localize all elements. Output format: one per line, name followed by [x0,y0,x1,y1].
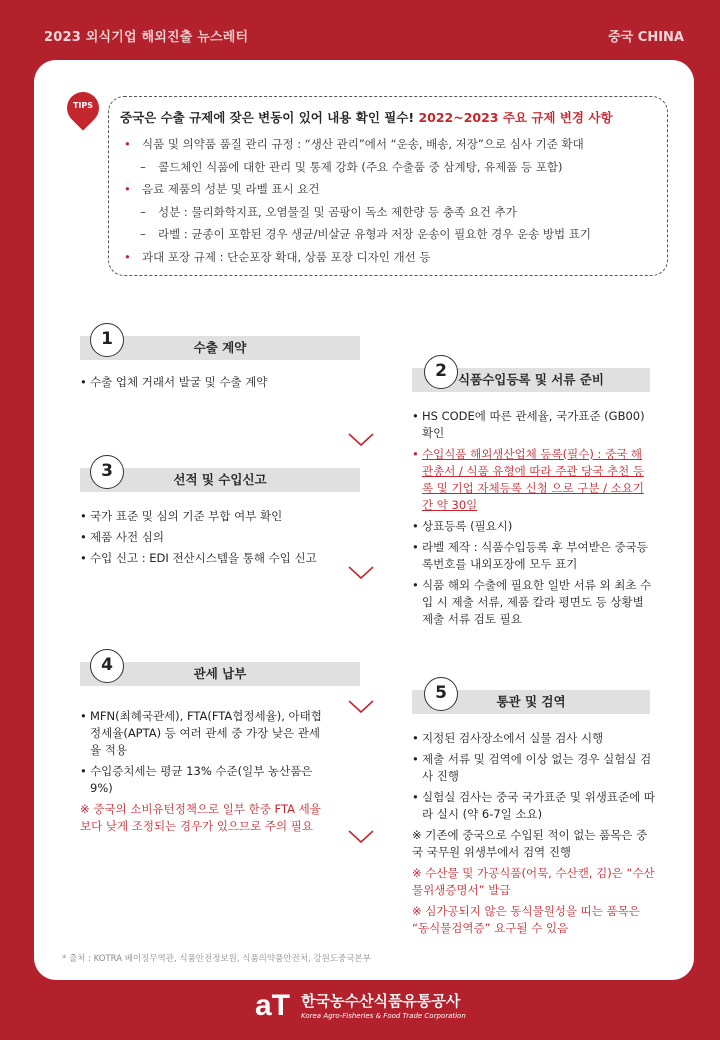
chevron-down-icon [348,830,374,844]
tips-item-text: 음료 제품의 성분 및 라벨 표시 요건 [142,182,320,196]
tips-subitem [120,156,660,179]
step-2-header: 식품수입등록 및 서류 준비 [412,368,650,392]
bullet-marker: • [124,137,131,151]
bullet-marker: • [124,182,131,196]
tips-title [120,108,613,126]
notice-text: ※ 중국의 소비유턴정책으로 일부 한중 FTA 세율보다 낮게 조정되는 경우가 있으므로 주의 필요 [80,802,321,833]
notice-text: ※ 심가공되지 않은 동식물원성을 띠는 품목은 “동식물검역증” 요구될 수 있음 [412,904,640,935]
step-1-number: 1 [90,323,124,357]
list-item: • HS CODE에 따른 관세율, 국가표준 (GB00) 확인 [412,408,652,442]
list-item: • 수입 신고 : EDI 전산시스템을 통해 수입 신고 [80,550,320,567]
tips-subitem [120,201,660,224]
newsletter-title: 2023 외식기업 해외진출 뉴스레터 [44,30,249,45]
underlined-text: 수입식품 해외생산업체 등록(필수) : 중국 해관총서 / 식품 유형에 따라 주관 당국 추천 등록 및 기업 자체등록 신청 으로 구분 / 소요기간 약 30일 [422,447,644,512]
tips-item [120,246,660,269]
newsletter-header [0,0,720,62]
step-2-number: 2 [424,355,458,389]
tips-title-highlight: 2022~2023 주요 규제 변경 사항 [418,110,613,125]
dash-marker: – [140,159,146,174]
at-logo-icon [253,987,297,1021]
notice-text: ※ 수산물 및 가공식품(어묵, 수산캔, 김)은 “수산물위생증명서” 발급 [412,866,655,897]
svg-text:aT: aT [255,989,291,1021]
step-3-list [80,508,320,571]
step-1-header: 수출 계약 [80,336,360,360]
tips-list [120,133,660,268]
step-3-number: 3 [90,455,124,489]
list-item: • 수출 업체 거래서 발굴 및 수출 계약 [80,374,360,391]
list-item-text: 실험실 검사는 중국 국가표준 및 위생표준에 따라 실시 (약 6-7일 소요) [422,790,656,821]
list-item: • 라벨 제작 : 식품수입등록 후 부여받은 중국등록번호를 내외포장에 모두 표기 [412,539,652,573]
tips-badge [66,92,100,136]
step-5-number: 5 [424,677,458,711]
country-label: 중국 CHINA [608,30,684,45]
chevron-down-icon [348,566,374,580]
tips-item [120,133,660,156]
footer [0,984,720,1040]
tips-subitem-text: 라벨 : 균종이 포함된 경우 생균/비살균 유형과 저장 운송이 필요한 경우 운송 방법 표기 [158,227,591,241]
source-note: * 출처 : KOTRA 베이징무역관, 식품안전정보원, 식품의약품안전처, 강원도중국본부 [62,954,371,964]
step-1-list [80,374,360,395]
tips-title-main: 중국은 수출 규제에 잦은 변동이 있어 내용 확인 필수! [120,110,419,125]
notice-text: ※ 기존에 중국으로 수입된 적이 없는 품목은 중국 국무원 위생부에서 검역 진행 [412,828,648,859]
step-5-header: 통관 및 검역 [412,690,650,714]
tips-subitem [120,223,660,246]
step-4-list [80,708,330,839]
tips-subitem-text: 콜드체인 식품에 대한 관리 및 통제 강화 (주요 수출품 중 삼계탕, 유제품 등 포함) [158,159,563,174]
list-item: • 상표등록 (필요시) [412,518,652,535]
list-item-highlight [412,789,656,823]
list-item: • 제출 서류 및 검역에 이상 없는 경우 실험실 검사 진행 [412,751,656,785]
chevron-down-icon [348,700,374,714]
org-name-en: Korea Agro-Fisheries & Food Trade Corporation [301,1012,466,1020]
list-item: • 지정된 검사장소에서 실물 검사 시행 [412,730,656,747]
tips-subitem-text: 성분 : 물리화학지표, 오염물질 및 곰팡이 독소 제한량 등 충족 요건 추가 [158,204,517,219]
list-item: • 식품 해외 수출에 필요한 일반 서류 외 최초 수입 시 제출 서류, 제품 칼라 평면도 등 상황별 제출 서류 검토 필요 [412,577,652,628]
list-item: • 제품 사전 심의 [80,529,320,546]
list-item: • MFN(최혜국관세), FTA(FTA협정세율), 아태협정세율(APTA) 등 여러 관세 중 가장 낮은 관세율 적용 [80,708,330,759]
bullet-marker: • [124,249,131,264]
chevron-down-icon [348,433,374,447]
step-4-number: 4 [90,649,124,683]
tips-item [120,178,660,201]
list-item: • 국가 표준 및 심의 기준 부합 여부 확인 [80,508,320,525]
dash-marker: – [140,227,146,241]
tips-item-text: 과대 포장 규제 : 단순포장 확대, 상품 포장 디자인 개선 등 [142,249,431,264]
step-4-header: 관세 납부 [80,662,360,686]
list-item: • 수입증치세는 평균 13% 수준(일부 농산품은 9%) [80,763,330,797]
tips-item-text: 식품 및 의약품 품질 관리 규정 : “생산 관리”에서 “운송, 배송, 저장”으로 심사 기준 확대 [142,137,584,151]
step-5-list [412,730,656,941]
org-name-ko: 한국농수산식품유통공사 [301,992,461,1010]
step-2-list [412,408,652,632]
list-item-highlight [412,446,652,514]
tips-badge-label: TIPS [72,101,94,110]
step-3-header: 선적 및 수입신고 [80,468,360,492]
dash-marker: – [140,204,146,219]
